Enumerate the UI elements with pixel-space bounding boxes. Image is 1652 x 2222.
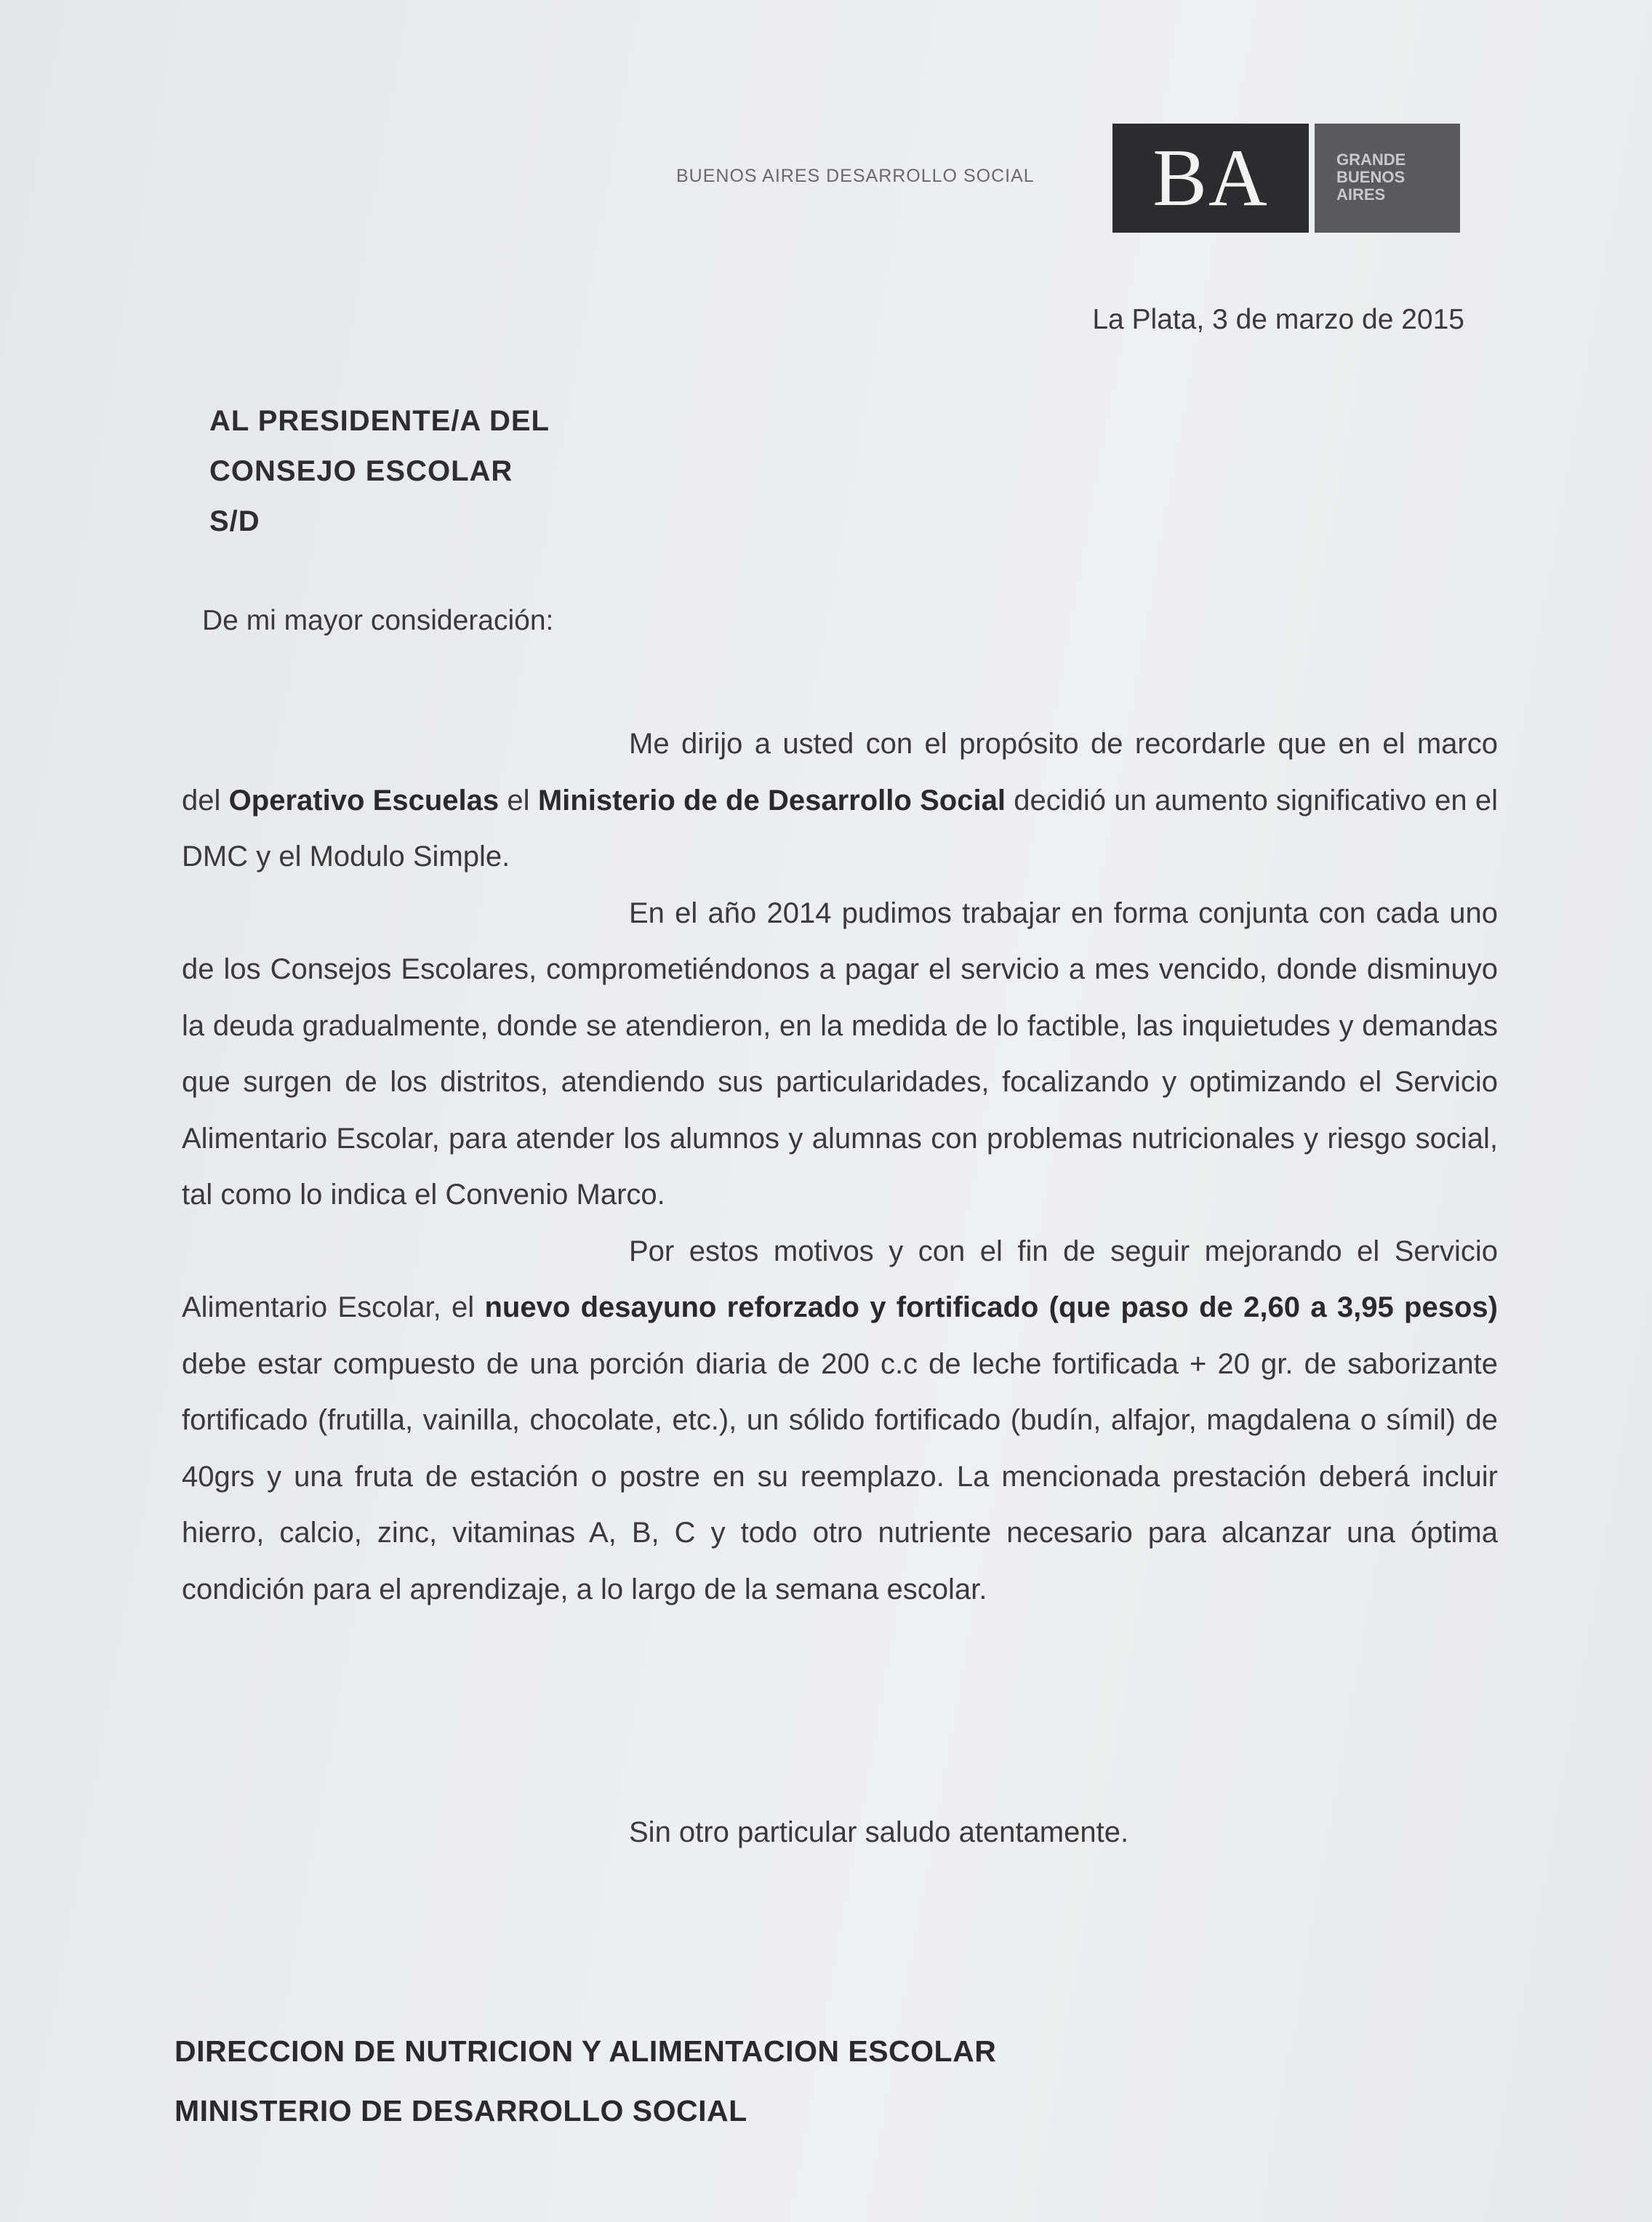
paragraph-1-text-a: Me dirijo a usted con el propósito de recordarle que en el marco del [182,728,1498,817]
letterhead [676,124,1461,236]
grande-buenos-aires-logo [1315,124,1460,233]
recipient-block [209,396,550,547]
recipient-line-3: S/D [209,505,260,537]
letter-body [182,716,1498,1618]
paragraph-1-bold-ministerio: Ministerio de de Desarrollo Social [537,784,1006,817]
paragraph-1 [182,716,1498,886]
logo-gba-line-1: GRANDE [1336,151,1406,169]
ba-logo: BA [1112,124,1309,233]
paragraph-3-bold-desayuno: nuevo desayuno reforzado y fortificado (que paso de 2,60 a 3,95 pesos) [484,1291,1498,1323]
paragraph-1-text-d: decidió un aumento significativo en el DMC y el Modulo Simple. [182,784,1498,873]
signature-block [175,2021,996,2141]
paragraph-1-text-c: el [499,784,538,817]
logo-gba-line-2: BUENOS [1336,168,1406,186]
salutation: De mi mayor consideración: [202,605,554,636]
letterhead-org-text: BUENOS AIRES DESARROLLO SOCIAL [676,166,1035,186]
paragraph-2: En el año 2014 pudimos trabajar en forma conjunta con cada uno de los Consejos Escolares, comprometiéndonos a pagar el servicio a mes vencido, donde disminuyo la deuda gradualmente, donde se atendieron, en la medida de lo factible, las inquietudes y demandas que surgen de los distritos, atendiendo sus particularidades, focalizando y optimizando el Servicio Alimentario Escolar, para atender los alumnos y alumnas con problemas nutricionales y riesgo social, tal como lo indica el Convenio Marco. [182,897,1498,1211]
paragraph-3-text-c: debe estar compuesto de una porción diaria de 200 c.c de leche fortificada + 20 gr. de saborizante fortificado (frutilla, vainilla, chocolate, etc.), un sólido fortificado (budín, alfajor, magdalena o símil) de 40grs y una fruta de estación o postre en su reemplazo. La mencionada prestación deberá incluir hierro, calcio, zinc, vitaminas A, B, C y todo otro nutriente necesario para alcanzar una óptima condición para el aprendizaje, a lo largo de la semana escolar. [182,1347,1498,1605]
recipient-line-1: AL PRESIDENTE/A DEL [209,405,550,437]
signature-line-1: DIRECCION DE NUTRICION Y ALIMENTACION ESCOLAR [175,2034,997,2068]
letter-date: La Plata, 3 de marzo de 2015 [1092,304,1464,335]
logo-gba-line-3: AIRES [1336,185,1386,204]
recipient-line-2: CONSEJO ESCOLAR [209,455,513,487]
paragraph-3-text-a: Por estos motivos y con el fin de seguir mejorando el Servicio Alimentario Escolar, el [182,1235,1498,1323]
closing-line: Sin otro particular saludo atentamente. [629,1816,1129,1848]
paragraph-1-bold-operativo: Operativo Escuelas [228,784,500,817]
signature-line-2: MINISTERIO DE DESARROLLO SOCIAL [175,2094,747,2127]
paragraph-3 [182,1224,1498,1619]
